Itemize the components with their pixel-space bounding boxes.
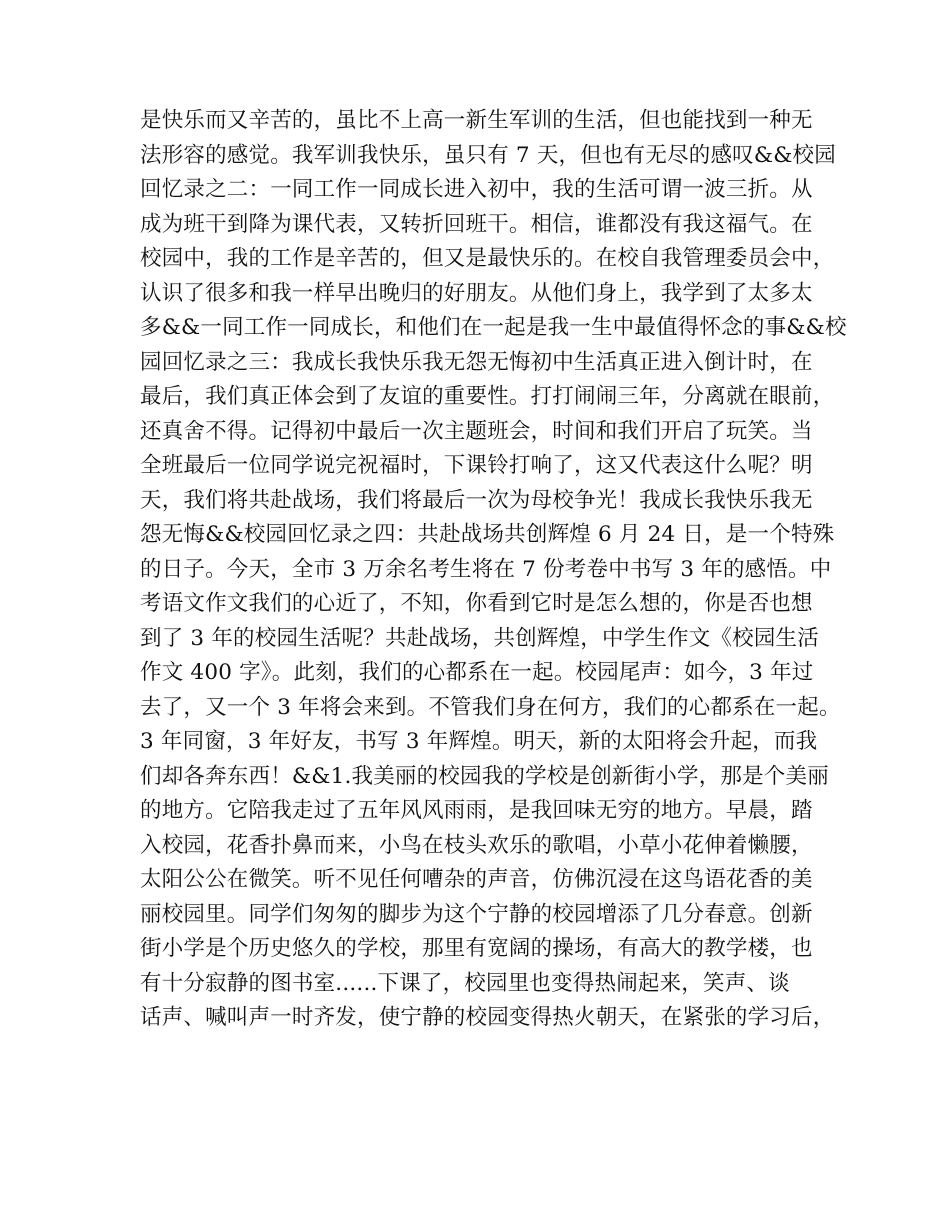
text-line: 的日子。今天，全市 3 万余名考生将在 7 份考卷中书写 3 年的感悟。中 (140, 556, 832, 582)
body-text (140, 104, 847, 1036)
text-line: 成为班干到降为课代表，又转折回班干。相信，谁都没有我这福气。在 (140, 211, 813, 237)
text-line: 多&&一同工作一同成长，和他们在一起是我一生中最值得怀念的事&&校 (140, 315, 847, 340)
text-line: 丽校园里。同学们匆匆的脚步为这个宁静的校园增添了几分春意。创新 (140, 901, 813, 927)
text-line: 到了 3 年的校园生活呢？共赴战场，共创辉煌，中学生作文《校园生活 (140, 625, 819, 651)
text-line: 全班最后一位同学说完祝福时，下课铃打响了，这又代表这什么呢？明 (140, 453, 813, 478)
text-line: 有十分寂静的图书室......下课了，校园里也变得热闹起来，笑声、谈 (140, 970, 790, 996)
text-line: 法形容的感觉。我军训我快乐，虽只有 7 天，但也有无尽的感叹&&校园 (140, 142, 836, 168)
text-line: 太阳公公在微笑。听不见任何嘈杂的声音，仿佛沉浸在这鸟语花香的美 (140, 867, 813, 892)
text-line: 最后，我们真正体会到了友谊的重要性。打打闹闹三年，分离就在眼前， (140, 384, 835, 409)
text-line: 作文 400 字》。此刻，我们的心都系在一起。校园尾声：如今，3 年过 (140, 660, 814, 685)
text-line: 天，我们将共赴战场，我们将最后一次为母校争光！我成长我快乐我无 (140, 487, 813, 513)
text-line: 去了，又一个 3 年将会来到。不管我们身在何方，我们的心都系在一起。 (140, 694, 841, 720)
text-line: 3 年同窗，3 年好友，书写 3 年辉煌。明天，新的太阳将会升起，而我 (140, 729, 818, 754)
text-line: 话声、喊叫声一时齐发，使宁静的校园变得热火朝天，在紧张的学习后， (140, 1005, 835, 1030)
text-line: 园回忆录之三：我成长我快乐我无怨无悔初中生活真正进入倒计时，在 (140, 349, 813, 375)
text-line: 的地方。它陪我走过了五年风风雨雨，是我回味无穷的地方。早晨，踏 (140, 798, 813, 823)
text-line: 考语文作文我们的心近了，不知，你看到它时是怎么想的，你是否也想 (140, 591, 813, 616)
text-line: 们却各奔东西！&&1.我美丽的校园我的学校是创新街小学，那是个美丽 (140, 763, 829, 789)
text-line: 是快乐而又辛苦的，虽比不上高一新生军训的生活，但也能找到一种无 (140, 108, 813, 133)
text-line: 还真舍不得。记得初中最后一次主题班会，时间和我们开启了玩笑。当 (140, 418, 813, 444)
text-line: 认识了很多和我一样早出晚归的好朋友。从他们身上，我学到了太多太 (140, 280, 813, 306)
text-line: 回忆录之二：一同工作一同成长进入初中，我的生活可谓一波三折。从 (140, 177, 813, 202)
text-line: 校园中，我的工作是辛苦的，但又是最快乐的。在校自我管理委员会中， (140, 246, 835, 271)
text-line: 街小学是个历史悠久的学校，那里有宽阔的操场，有高大的教学楼，也 (140, 936, 813, 961)
text-line: 入校园，花香扑鼻而来，小鸟在枝头欢乐的歌唱，小草小花伸着懒腰， (140, 832, 813, 858)
text-line: 怨无悔&&校园回忆录之四：共赴战场共创辉煌 6 月 24 日，是一个特殊 (140, 522, 835, 547)
